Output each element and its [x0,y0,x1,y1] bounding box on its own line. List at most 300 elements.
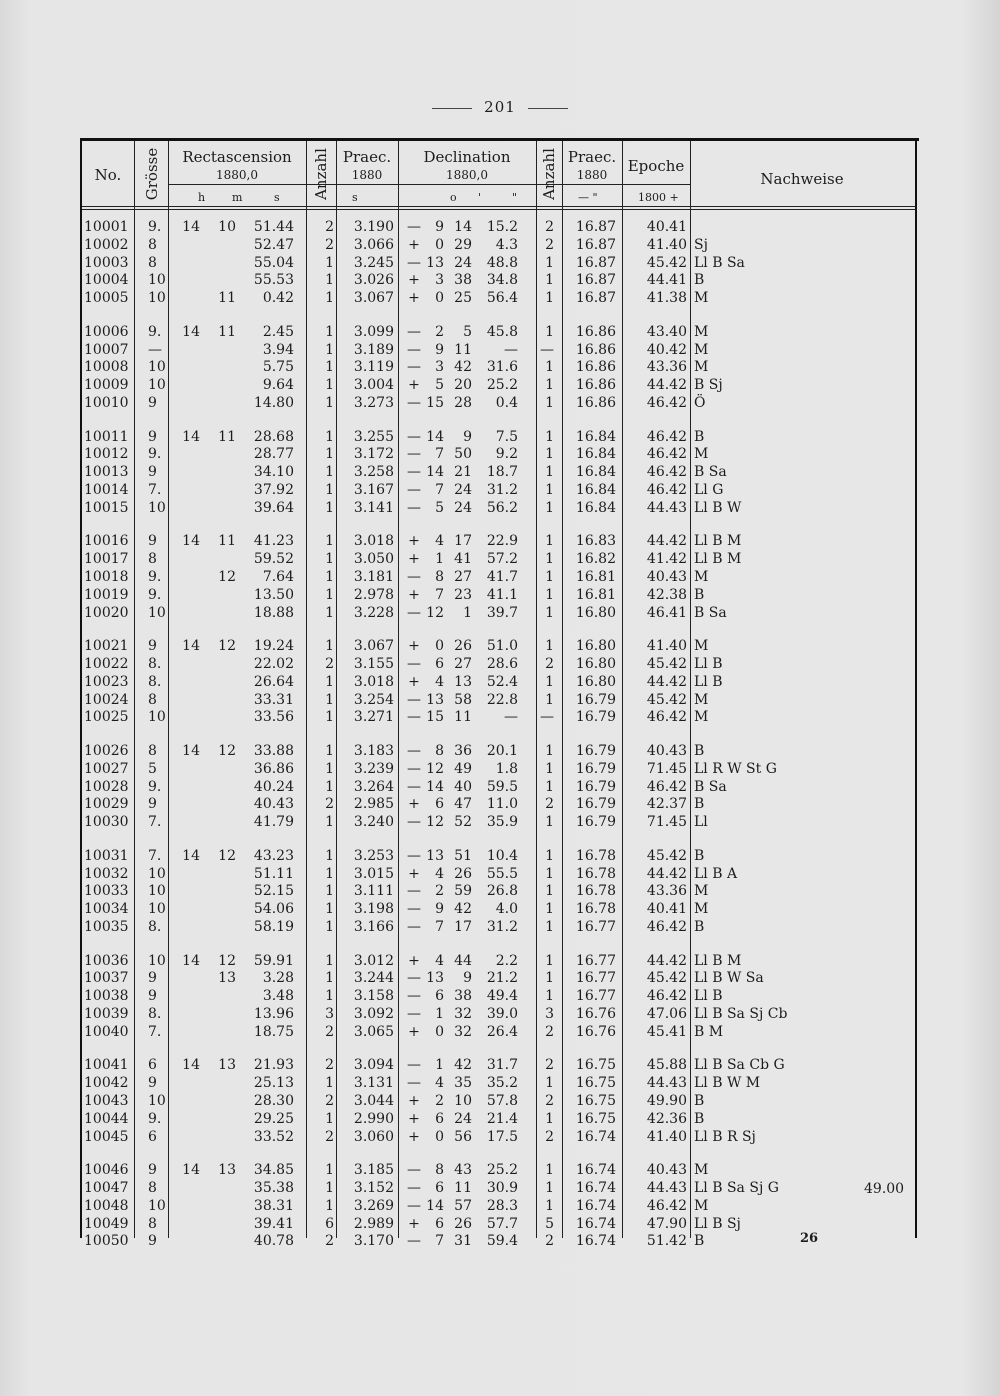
decl-sign: — [407,499,421,516]
ra-count: 2 [325,796,334,813]
table-row [82,569,919,587]
decl-arcmin: 1 [463,604,472,621]
star-number: 10007 [84,341,129,358]
epoch: 43.36 [646,359,687,376]
ra-seconds: 33.56 [253,709,294,726]
decl-precession: 16.79 [575,743,616,759]
ra-seconds: 58.19 [253,919,294,935]
ra-count: 1 [325,970,334,987]
header-bottom-rule-2 [82,209,917,210]
decl-sign: + [408,533,420,550]
ra-count: 3 [325,1006,334,1022]
references: B [694,272,705,289]
magnitude: 8 [148,236,157,253]
ra-precession: 3.066 [353,236,394,253]
decl-arcmin: 17 [454,919,472,935]
magnitude: 10 [148,377,166,394]
ra-hours: 14 [182,1057,200,1074]
epoch: 44.42 [646,865,687,882]
decl-arcmin: 31 [454,1233,472,1250]
epoch: 44.42 [646,533,687,550]
decl-arcsec: 51.0 [486,638,518,655]
table-row [82,342,919,360]
star-number: 10023 [84,673,129,690]
ra-precession: 3.155 [353,656,394,672]
unit-h: h [198,191,206,204]
table-row [82,464,919,482]
ra-seconds: 55.53 [253,272,294,289]
ra-seconds: 54.06 [253,901,294,918]
star-catalog-table [80,138,919,1250]
ra-seconds: 33.88 [253,743,294,759]
ra-precession: 3.067 [353,290,394,307]
magnitude: 9 [148,1075,157,1092]
star-number: 10039 [84,1006,129,1022]
ra-precession: 3.228 [353,604,394,621]
epoch: 43.36 [646,883,687,900]
decl-degrees: 6 [435,1180,444,1196]
ra-precession: 3.245 [353,254,394,271]
ra-seconds: 52.15 [253,883,294,900]
ra-minutes: 11 [218,290,236,307]
table-row [82,814,919,832]
decl-arcmin: 36 [454,743,472,759]
decl-arcsec: 2.2 [495,952,518,969]
ra-seconds: 28.68 [253,428,294,445]
ra-count: 1 [325,919,334,935]
ra-seconds: 43.23 [253,847,294,864]
epoch: 46.42 [646,446,687,463]
magnitude: 9. [148,323,162,340]
decl-count: 1 [545,814,554,831]
epoch: 42.37 [646,796,687,813]
magnitude: 8. [148,919,162,935]
decl-count: 2 [545,796,554,813]
epoch: 43.40 [646,323,687,340]
decl-arcmin: 38 [454,272,472,289]
decl-arcsec: 20.1 [486,743,518,759]
decl-count: 1 [545,395,554,411]
decl-precession: 16.87 [575,236,616,253]
ra-count: 1 [325,1162,334,1179]
table-row [82,743,919,761]
ra-seconds: 5.75 [262,359,294,376]
ra-seconds: 39.41 [253,1215,294,1232]
decl-count: 1 [545,586,554,603]
epoch: 41.40 [646,638,687,655]
decl-precession: 16.80 [575,604,616,621]
decl-arcsec: 17.5 [486,1128,518,1145]
decl-arcsec: 41.1 [486,586,518,603]
decl-degrees: 9 [435,219,444,235]
references: Ll B R Sj [694,1128,756,1145]
decl-degrees: 9 [435,901,444,918]
decl-arcsec: 34.8 [486,272,518,289]
star-number: 10027 [84,760,129,777]
ra-precession: 3.050 [353,551,394,568]
magnitude: 8. [148,673,162,690]
decl-degrees: 2 [435,323,444,340]
decl-arcmin: 11 [454,709,472,726]
decl-degrees: 6 [435,1215,444,1232]
magnitude: 10 [148,290,166,307]
decl-sign: — [407,569,421,585]
table-row [82,482,919,500]
ra-seconds: 13.50 [253,586,294,603]
ra-seconds: 19.24 [253,638,294,655]
ra-precession: 3.015 [353,865,394,882]
decl-precession: 16.84 [575,446,616,463]
decl-degrees: 7 [435,482,444,498]
decl-arcmin: 59 [454,883,472,900]
decl-arcmin: 42 [454,1057,472,1074]
decl-count: 2 [545,1233,554,1250]
decl-sign: — [407,883,421,900]
ra-seconds: 25.13 [253,1075,294,1092]
decl-arcsec: — [504,341,518,358]
ra-seconds: 36.86 [253,760,294,777]
references: Ll B Sa Sj G [694,1180,779,1196]
decl-count: 2 [545,1128,554,1145]
ra-seconds: 40.43 [253,796,294,813]
decl-arcsec: 57.7 [486,1215,518,1232]
magnitude: 9. [148,778,162,795]
magnitude: 8 [148,1215,157,1232]
magnitude: 10 [148,883,166,900]
magnitude: 10 [148,1197,166,1214]
decl-arcmin: 24 [454,499,472,516]
magnitude: — [148,341,162,358]
ra-seconds: 37.92 [253,482,294,498]
star-number: 10028 [84,778,129,795]
decl-degrees: 13 [426,847,444,864]
epoch: 45.42 [646,970,687,987]
unit-praec2: — " [578,191,598,204]
ra-precession: 3.166 [353,919,394,935]
decl-arcmin: 26 [454,865,472,882]
references: Ll B A [694,865,738,882]
table-row [82,1111,919,1129]
decl-sign: + [408,1215,420,1232]
ra-precession: 3.141 [353,499,394,516]
star-number: 10049 [84,1215,129,1232]
decl-sign: — [407,446,421,463]
signature-number: 26 [800,1231,819,1246]
decl-arcsec: 31.7 [486,1057,518,1074]
decl-degrees: 12 [426,604,444,621]
magnitude: 9 [148,638,157,655]
decl-arcmin: 11 [454,1180,472,1196]
ra-minutes: 10 [218,219,236,235]
star-number: 10002 [84,236,129,253]
decl-sign: — [407,604,421,621]
ra-precession: 3.170 [353,1233,394,1250]
ra-seconds: 51.44 [253,219,294,235]
unit-arcsec: " [512,191,518,204]
decl-arcmin: 38 [454,988,472,1005]
magnitude: 9 [148,1162,157,1179]
decl-count: 1 [545,377,554,394]
decl-sign: + [408,1093,420,1109]
references: M [694,883,709,900]
decl-count: 1 [545,1162,554,1179]
decl-sign: — [407,919,421,935]
decl-count: 1 [545,533,554,550]
decl-precession: 16.78 [575,901,616,918]
references: B Sj [694,377,723,394]
star-number: 10036 [84,952,129,969]
table-row [82,1075,919,1093]
ra-count: 1 [325,586,334,603]
table-row [82,1129,919,1147]
epoch: 40.42 [646,341,687,358]
table-row [82,779,919,797]
decl-arcsec: 31.6 [486,359,518,376]
table-row [82,446,919,464]
decl-precession: 16.76 [575,1023,616,1040]
table-row [82,638,919,656]
decl-arcmin: 49 [454,760,472,777]
magnitude: 9. [148,1110,162,1127]
ra-count: 1 [325,743,334,759]
table-row [82,1180,919,1198]
decl-sign: — [407,1233,421,1250]
ra-seconds: 22.02 [253,656,294,672]
ra-hours: 14 [182,1162,200,1179]
decl-sign: + [408,290,420,307]
decl-degrees: 0 [435,290,444,307]
ra-precession: 3.172 [353,446,394,463]
table-row [82,1006,919,1024]
ra-minutes: 12 [218,743,236,759]
ra-seconds: 9.64 [262,377,294,394]
table-row [82,848,919,866]
references: Ll R W St G [694,760,777,777]
decl-sign: — [407,760,421,777]
decl-degrees: 15 [426,709,444,726]
decl-precession: 16.79 [575,814,616,831]
star-number: 10050 [84,1233,129,1250]
ra-precession: 3.026 [353,272,394,289]
ra-seconds: 26.64 [253,673,294,690]
star-number: 10031 [84,847,129,864]
star-number: 10012 [84,446,129,463]
decl-precession: 16.84 [575,499,616,516]
ra-minutes: 13 [218,1162,236,1179]
ra-count: 1 [325,446,334,463]
decl-degrees: 3 [435,272,444,289]
magnitude: 9. [148,446,162,463]
decl-sign: — [407,1006,421,1022]
decl-sign: — [407,359,421,376]
header-anzahl-1: Anzahl [312,148,330,200]
decl-arcsec: 35.9 [486,814,518,831]
rule-left [432,108,472,109]
magnitude: 9 [148,464,157,481]
magnitude: 9 [148,428,157,445]
decl-sign: — [407,254,421,271]
ra-seconds: 55.04 [253,254,294,271]
ra-count: 1 [325,901,334,918]
ra-precession: 3.244 [353,970,394,987]
decl-count: 1 [545,901,554,918]
decl-arcmin: 43 [454,1162,472,1179]
star-number: 10022 [84,656,129,672]
table-row [82,674,919,692]
magnitude: 9 [148,533,157,550]
table-row [82,377,919,395]
ra-count: 2 [325,219,334,235]
ra-precession: 3.065 [353,1023,394,1040]
magnitude: 6 [148,1057,157,1074]
decl-arcmin: 13 [454,673,472,690]
decl-arcsec: 10.4 [486,847,518,864]
decl-precession: 16.77 [575,919,616,935]
decl-precession: 16.79 [575,709,616,726]
decl-degrees: 0 [435,1128,444,1145]
decl-precession: 16.87 [575,272,616,289]
decl-arcmin: 32 [454,1023,472,1040]
epoch: 46.42 [646,919,687,935]
ra-count: 1 [325,883,334,900]
table-row [82,1233,919,1251]
references: B [694,919,705,935]
ra-seconds: 3.94 [262,341,294,358]
ra-count: 1 [325,482,334,498]
decl-count: 1 [545,743,554,759]
header-nachweise: Nachweise [760,170,844,188]
ra-count: 1 [325,272,334,289]
epoch: 44.43 [646,1180,687,1196]
epoch: 44.42 [646,952,687,969]
decl-arcsec: 57.8 [486,1093,518,1109]
star-number: 10008 [84,359,129,376]
decl-precession: 16.81 [575,569,616,585]
decl-count: 1 [545,323,554,340]
decl-sign: — [407,1162,421,1179]
decl-precession: 16.75 [575,1093,616,1109]
epoch: 46.42 [646,464,687,481]
decl-count: 1 [545,499,554,516]
decl-sign: — [407,1197,421,1214]
decl-count: 3 [545,1006,554,1022]
decl-arcmin: 11 [454,341,472,358]
decl-precession: 16.78 [575,883,616,900]
decl-arcsec: 30.9 [486,1180,518,1196]
decl-precession: 16.77 [575,970,616,987]
decl-sign: — [407,901,421,918]
decl-degrees: 13 [426,691,444,708]
decl-sign: + [408,272,420,289]
star-number: 10009 [84,377,129,394]
ra-count: 1 [325,847,334,864]
header-epoche-sub: 1800 + [638,191,679,204]
decl-precession: 16.75 [575,1057,616,1074]
decl-count: 2 [545,236,554,253]
decl-degrees: 13 [426,254,444,271]
star-number: 10011 [84,428,129,445]
decl-arcmin: 14 [454,219,472,235]
decl-precession: 16.86 [575,323,616,340]
header-groesse: Grösse [143,147,161,201]
decl-sign: — [407,847,421,864]
ra-precession: 3.264 [353,778,394,795]
decl-arcsec: 52.4 [486,673,518,690]
decl-precession: 16.82 [575,551,616,568]
references: M [694,901,709,918]
decl-degrees: 6 [435,988,444,1005]
references: M [694,1197,709,1214]
ra-hours: 14 [182,638,200,655]
decl-arcmin: 21 [454,464,472,481]
decl-precession: 16.84 [575,464,616,481]
decl-arcmin: 57 [454,1197,472,1214]
decl-precession: 16.79 [575,778,616,795]
ra-precession: 3.167 [353,482,394,498]
references: Ll B Sa Sj Cb [694,1006,788,1022]
decl-arcsec: 45.8 [486,323,518,340]
header-declination: Declination [423,148,511,166]
decl-precession: 16.86 [575,341,616,358]
header-no: No. [94,166,122,184]
magnitude: 7. [148,482,162,498]
references: Ö [694,395,706,411]
epoch: 46.42 [646,482,687,498]
ra-hours: 14 [182,428,200,445]
decl-arcmin: 28 [454,395,472,411]
epoch: 46.42 [646,988,687,1005]
decl-arcsec: 41.7 [486,569,518,585]
table-row [82,970,919,988]
epoch: 46.42 [646,428,687,445]
epoch: 46.42 [646,709,687,726]
decl-degrees: 14 [426,428,444,445]
ra-count: 1 [325,1075,334,1092]
decl-arcsec: 22.9 [486,533,518,550]
ra-precession: 3.185 [353,1162,394,1179]
decl-count: 2 [545,1023,554,1040]
epoch: 40.41 [646,901,687,918]
page-number [0,98,1000,116]
decl-sign: + [408,551,420,568]
ra-count: 1 [325,395,334,411]
magnitude: 10 [148,604,166,621]
ra-seconds: 40.78 [253,1233,294,1250]
decl-arcsec: 26.8 [486,883,518,900]
magnitude: 8 [148,551,157,568]
decl-arcsec: — [504,709,518,726]
decl-arcsec: 22.8 [486,691,518,708]
ra-precession: 3.255 [353,428,394,445]
magnitude: 8 [148,743,157,759]
epoch: 71.45 [646,814,687,831]
magnitude: 10 [148,1093,166,1109]
epoch: 44.43 [646,499,687,516]
decl-arcsec: 1.8 [495,760,518,777]
decl-arcsec: 55.5 [486,865,518,882]
decl-arcsec: 35.2 [486,1075,518,1092]
star-number: 10010 [84,395,129,411]
decl-sign: — [407,743,421,759]
magnitude: 10 [148,499,166,516]
decl-sign: — [407,691,421,708]
ra-minutes: 12 [218,638,236,655]
epoch: 46.42 [646,1197,687,1214]
ra-count: 1 [325,290,334,307]
decl-arcsec: 56.4 [486,290,518,307]
decl-sign: — [407,970,421,987]
decl-arcsec: 26.4 [486,1023,518,1040]
